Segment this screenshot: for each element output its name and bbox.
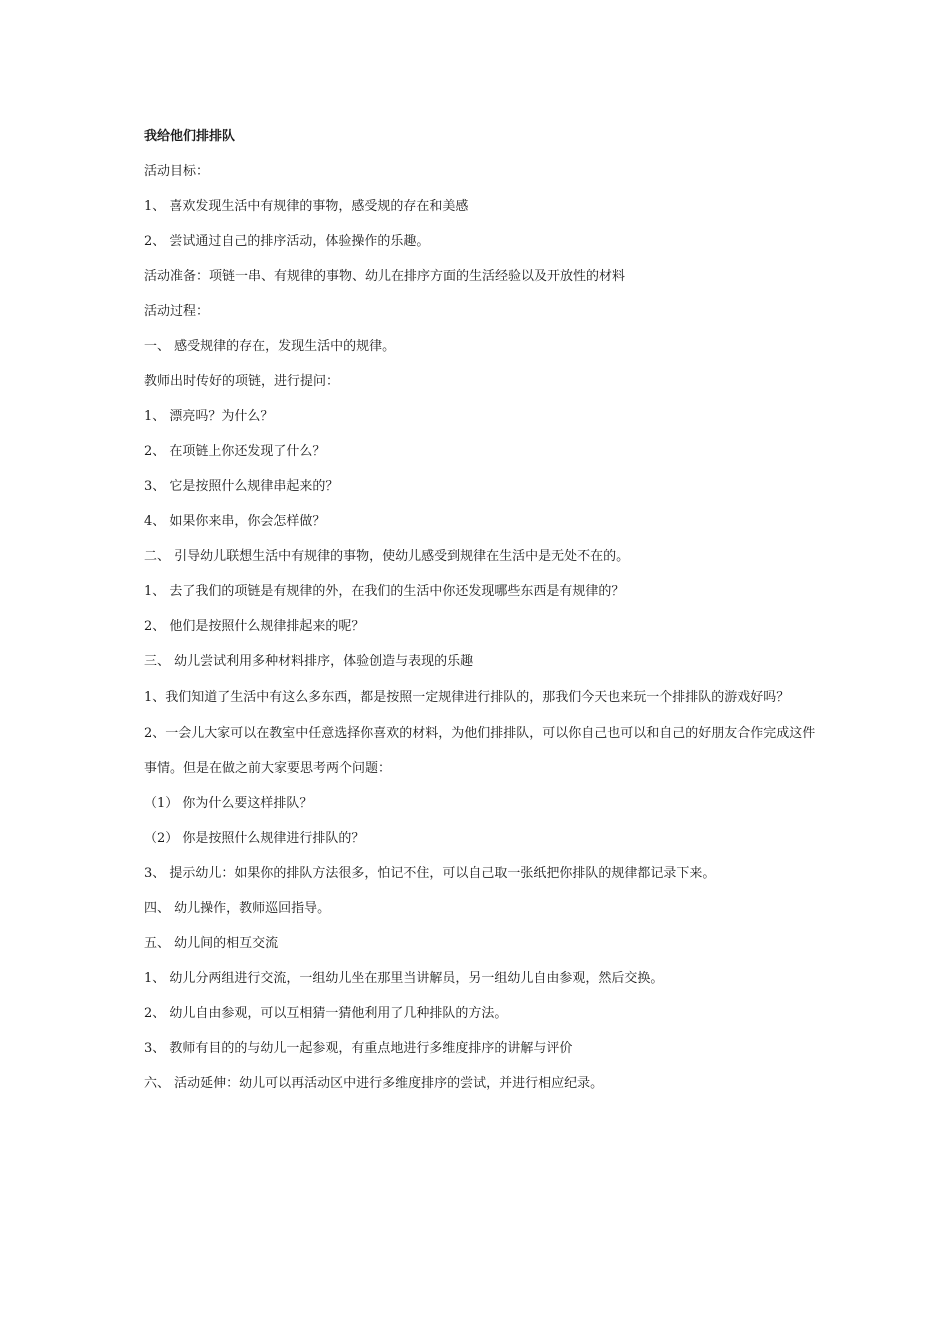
question-item: （2） 你是按照什么规律进行排队的？ bbox=[144, 831, 365, 846]
process-step-heading: 六、 活动延伸：幼儿可以再活动区中进行多维度排序的尝试，并进行相应纪录。 bbox=[144, 1076, 604, 1091]
question-item: 1、 漂亮吗？为什么？ bbox=[144, 409, 274, 424]
question-item: 1、 去了我们的项链是有规律的外，在我们的生活中你还发现哪些东西是有规律的？ bbox=[144, 584, 625, 599]
section-goals-heading: 活动目标： bbox=[144, 164, 210, 179]
goal-item: 1、 喜欢发现生活中有规律的事物，感受规的存在和美感 bbox=[144, 199, 469, 214]
process-step-heading: 二、 引导幼儿联想生活中有规律的事物，使幼儿感受到规律在生活中是无处不在的。 bbox=[144, 549, 630, 564]
goal-item: 2、 尝试通过自己的排序活动，体验操作的乐趣。 bbox=[144, 234, 430, 249]
process-step-heading: 四、 幼儿操作，教师巡回指导。 bbox=[144, 901, 331, 916]
process-step-heading: 一、 感受规律的存在，发现生活中的规律。 bbox=[144, 339, 396, 354]
question-item: 3、 它是按照什么规律串起来的？ bbox=[144, 479, 339, 494]
paragraph: 2、一会儿大家可以在教室中任意选择你喜欢的材料，为他们排排队，可以你自己也可以和自己的好朋友合作完成这件事情。但是在做之前大家要思考两个问题： bbox=[144, 726, 816, 776]
question-item: 2、 他们是按照什么规律排起来的呢？ bbox=[144, 619, 365, 634]
list-item: 3、 提示幼儿：如果你的排队方法很多，怕记不住，可以自己取一张纸把你排队的规律都记录下来。 bbox=[144, 866, 716, 881]
document-title: 我给他们排排队 bbox=[144, 129, 236, 144]
paragraph: 1、我们知道了生活中有这么多东西，都是按照一定规律进行排队的，那我们今天也来玩一个排排队的游戏好吗？ bbox=[144, 690, 790, 705]
list-item: 2、 幼儿自由参观，可以互相猜一猜他利用了几种排队的方法。 bbox=[144, 1006, 508, 1021]
paragraph: 教师出时传好的项链，进行提问： bbox=[144, 374, 340, 389]
question-item: （1） 你为什么要这样排队？ bbox=[144, 796, 313, 811]
list-item: 1、 幼儿分两组进行交流，一组幼儿坐在那里当讲解员，另一组幼儿自由参观，然后交换。 bbox=[144, 971, 664, 986]
section-preparation: 活动准备：项链一串、有规律的事物、幼儿在排序方面的生活经验以及开放性的材料 bbox=[144, 269, 626, 284]
process-step-heading: 三、 幼儿尝试利用多种材料排序，体验创造与表现的乐趣 bbox=[144, 654, 474, 669]
process-step-heading: 五、 幼儿间的相互交流 bbox=[144, 936, 279, 951]
question-item: 4、 如果你来串，你会怎样做？ bbox=[144, 514, 326, 529]
list-item: 3、 教师有目的的与幼儿一起参观，有重点地进行多维度排序的讲解与评价 bbox=[144, 1041, 573, 1056]
question-item: 2、 在项链上你还发现了什么？ bbox=[144, 444, 326, 459]
section-process-heading: 活动过程： bbox=[144, 304, 210, 319]
document-body bbox=[144, 127, 816, 1109]
